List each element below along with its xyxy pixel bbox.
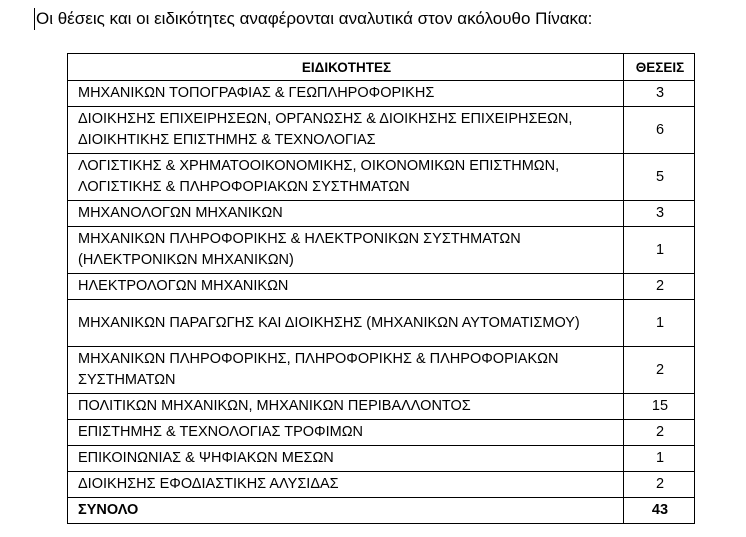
specialty-cell: ΜΗΧΑΝΙΚΩΝ ΤΟΠΟΓΡΑΦΙΑΣ & ΓΕΩΠΛΗΡΟΦΟΡΙΚΗΣ	[68, 81, 624, 107]
specialty-cell: ΗΛΕΚΤΡΟΛΟΓΩΝ ΜΗΧΑΝΙΚΩΝ	[68, 274, 624, 300]
positions-cell: 2	[624, 274, 695, 300]
specialty-cell: ΠΟΛΙΤΙΚΩΝ ΜΗΧΑΝΙΚΩΝ, ΜΗΧΑΝΙΚΩΝ ΠΕΡΙΒΑΛΛΟΝΤΟΣ	[68, 394, 624, 420]
table-row	[68, 347, 695, 394]
specialty-cell: ΔΙΟΙΚΗΣΗΣ ΕΠΙΧΕΙΡΗΣΕΩΝ, ΟΡΓΑΝΩΣΗΣ & ΔΙΟΙΚΗΣΗΣ ΕΠΙΧΕΙΡΗΣΕΩΝ, ΔΙΟΙΚΗΤΙΚΗΣ ΕΠΙΣΤΗΜΗΣ & ΤΕΧΝΟΛΟΓΙΑΣ	[68, 107, 624, 154]
specialty-cell: ΕΠΙΣΤΗΜΗΣ & ΤΕΧΝΟΛΟΓΙΑΣ ΤΡΟΦΙΜΩΝ	[68, 420, 624, 446]
positions-cell: 3	[624, 81, 695, 107]
table-row	[68, 446, 695, 472]
specialty-cell: ΕΠΙΚΟΙΝΩΝΙΑΣ & ΨΗΦΙΑΚΩΝ ΜΕΣΩΝ	[68, 446, 624, 472]
table-row	[68, 472, 695, 498]
positions-table	[67, 53, 695, 524]
table-header-row	[68, 54, 695, 81]
total-positions: 43	[624, 498, 695, 524]
intro-paragraph[interactable]: Οι θέσεις και οι ειδικότητες αναφέρονται αναλυτικά στον ακόλουθο Πίνακα:	[36, 9, 593, 28]
positions-cell: 2	[624, 472, 695, 498]
positions-cell: 2	[624, 347, 695, 394]
total-label: ΣΥΝΟΛΟ	[68, 498, 624, 524]
header-specialty: ΕΙΔΙΚΟΤΗΤΕΣ	[68, 54, 624, 81]
table-row	[68, 300, 695, 347]
specialty-cell: ΜΗΧΑΝΙΚΩΝ ΠΛΗΡΟΦΟΡΙΚΗΣ & ΗΛΕΚΤΡΟΝΙΚΩΝ ΣΥΣΤΗΜΑΤΩΝ (ΗΛΕΚΤΡΟΝΙΚΩΝ ΜΗΧΑΝΙΚΩΝ)	[68, 227, 624, 274]
table-row	[68, 274, 695, 300]
header-positions: ΘΕΣΕΙΣ	[624, 54, 695, 81]
table-row	[68, 81, 695, 107]
table-total-row	[68, 498, 695, 524]
specialty-cell: ΜΗΧΑΝΟΛΟΓΩΝ ΜΗΧΑΝΙΚΩΝ	[68, 201, 624, 227]
specialty-cell: ΛΟΓΙΣΤΙΚΗΣ & ΧΡΗΜΑΤΟΟΙΚΟΝΟΜΙΚΗΣ, ΟΙΚΟΝΟΜΙΚΩΝ ΕΠΙΣΤΗΜΩΝ, ΛΟΓΙΣΤΙΚΗΣ & ΠΛΗΡΟΦΟΡΙΑΚΩΝ ΣΥΣΤΗΜΑΤΩΝ	[68, 154, 624, 201]
table-row	[68, 420, 695, 446]
specialty-cell: ΜΗΧΑΝΙΚΩΝ ΠΛΗΡΟΦΟΡΙΚΗΣ, ΠΛΗΡΟΦΟΡΙΚΗΣ & ΠΛΗΡΟΦΟΡΙΑΚΩΝ ΣΥΣΤΗΜΑΤΩΝ	[68, 347, 624, 394]
table-row	[68, 107, 695, 154]
table-row	[68, 154, 695, 201]
specialty-cell: ΜΗΧΑΝΙΚΩΝ ΠΑΡΑΓΩΓΗΣ ΚΑΙ ΔΙΟΙΚΗΣΗΣ (ΜΗΧΑΝΙΚΩΝ ΑΥΤΟΜΑΤΙΣΜΟΥ)	[68, 300, 624, 347]
positions-cell: 3	[624, 201, 695, 227]
table-row	[68, 394, 695, 420]
positions-cell: 5	[624, 154, 695, 201]
positions-cell: 1	[624, 300, 695, 347]
positions-cell: 2	[624, 420, 695, 446]
positions-cell: 6	[624, 107, 695, 154]
positions-cell: 1	[624, 227, 695, 274]
specialty-cell: ΔΙΟΙΚΗΣΗΣ ΕΦΟΔΙΑΣΤΙΚΗΣ ΑΛΥΣΙΔΑΣ	[68, 472, 624, 498]
table-row	[68, 227, 695, 274]
text-cursor	[34, 8, 35, 30]
positions-cell: 1	[624, 446, 695, 472]
table-row	[68, 201, 695, 227]
positions-cell: 15	[624, 394, 695, 420]
